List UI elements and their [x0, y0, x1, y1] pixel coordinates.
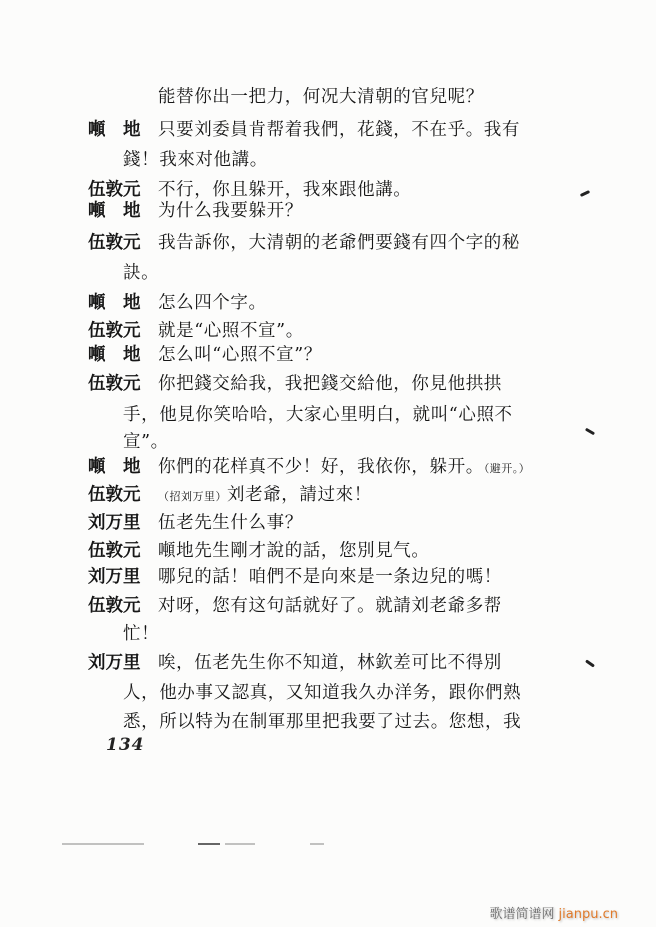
continuation-line [0, 619, 656, 649]
dialogue-text: 噸地先生剛才說的話，您別見气。 [158, 541, 430, 561]
dialogue-text: 忙！ [123, 624, 160, 644]
speaker-name: 刘万里 [88, 567, 141, 587]
dialogue-text: 只要刘委員肯帮着我們，花錢，不在乎。我有 [158, 120, 520, 140]
speaker-name: 伍敦元 [88, 485, 141, 505]
dialogue-text: 就是“心照不宣”。 [158, 321, 304, 341]
dialogue-line [0, 480, 656, 510]
dialogue-text: 唉，伍老先生你不知道，林欽差可比不得別 [158, 653, 502, 673]
scan-noise [225, 843, 255, 845]
scan-noise [198, 843, 220, 845]
watermark-site: jianpu.cn [558, 907, 618, 922]
speaker-name: 噸 地 [88, 293, 141, 313]
dialogue-text: 能替你出一把力，何况大清朝的官兒呢？ [158, 87, 484, 107]
speaker-name: 噸 地 [88, 120, 141, 140]
speaker-name: 噸 地 [88, 457, 141, 477]
dialogue-text: 人，他办事又認真，又知道我久办洋务，跟你們熟 [123, 683, 522, 703]
continuation-line [0, 678, 656, 708]
dialogue-text: 我告訴你，大清朝的老爺們要錢有四个字的秘 [158, 233, 520, 253]
dialogue-line [0, 115, 656, 145]
dialogue-text: 訣。 [123, 263, 160, 283]
dialogue-text: 为什么我要躲开？ [158, 201, 303, 221]
dialogue-text: 对呀，您有这句話就好了。就請刘老爺多帮 [158, 596, 502, 616]
continuation-line [0, 145, 656, 175]
speaker-name: 伍敦元 [88, 374, 141, 394]
dialogue-text: 不行，你且躲开，我來跟他講。 [158, 180, 412, 200]
dialogue-text: 悉，所以特为在制軍那里把我要了过去。您想，我 [123, 712, 522, 732]
dialogue-text: 伍老先生什么事？ [158, 513, 303, 533]
dialogue-text-main: 刘老爺，請过來！ [227, 485, 372, 505]
speaker-name: 刘万里 [88, 653, 141, 673]
continuation-line [0, 258, 656, 288]
speaker-name: 伍敦元 [88, 233, 141, 253]
dialogue-text: 怎么四个字。 [158, 293, 267, 313]
continuation-line [0, 400, 656, 430]
dialogue-line [0, 369, 656, 399]
dialogue-line [0, 508, 656, 538]
page-number: 134 [106, 735, 145, 755]
speaker-name: 伍敦元 [88, 180, 141, 200]
dialogue-line [0, 648, 656, 678]
dialogue-text: 哪兒的話！咱們不是向來是一条边兒的嗎！ [158, 567, 502, 587]
speaker-name: 伍敦元 [88, 596, 141, 616]
stage-direction: （避开。） [483, 462, 531, 475]
dialogue-text: 怎么叫“心照不宣”？ [158, 345, 322, 365]
text-line [0, 82, 656, 112]
speaker-name: 噸 地 [88, 345, 141, 365]
continuation-line [0, 707, 656, 737]
watermark [490, 903, 618, 922]
watermark-cn: 歌谱简谱网 [489, 907, 555, 922]
dialogue-line [0, 196, 656, 226]
speaker-name: 刘万里 [88, 513, 141, 533]
dialogue-line [0, 340, 656, 370]
dialogue-text-main: 你們的花样真不少！好，我依你，躲开。 [158, 457, 484, 477]
scan-noise [310, 843, 324, 845]
dialogue-line [0, 452, 656, 482]
dialogue-line [0, 591, 656, 621]
speaker-name: 伍敦元 [88, 321, 141, 341]
stage-direction: （招刘万里） [158, 490, 227, 503]
dialogue-line [0, 288, 656, 318]
dialogue-text: 宣”。 [123, 432, 169, 452]
dialogue-line [0, 562, 656, 592]
dialogue-line [0, 228, 656, 258]
scan-noise [62, 843, 144, 845]
dialogue-text: 手，他見你笑哈哈，大家心里明白，就叫“心照不 [123, 405, 513, 425]
speaker-name: 噸 地 [88, 201, 141, 221]
dialogue-text: 錢！我來对他講。 [123, 150, 268, 170]
speaker-name: 伍敦元 [88, 541, 141, 561]
dialogue-text: 你把錢交給我，我把錢交給他，你見他拱拱 [158, 374, 502, 394]
